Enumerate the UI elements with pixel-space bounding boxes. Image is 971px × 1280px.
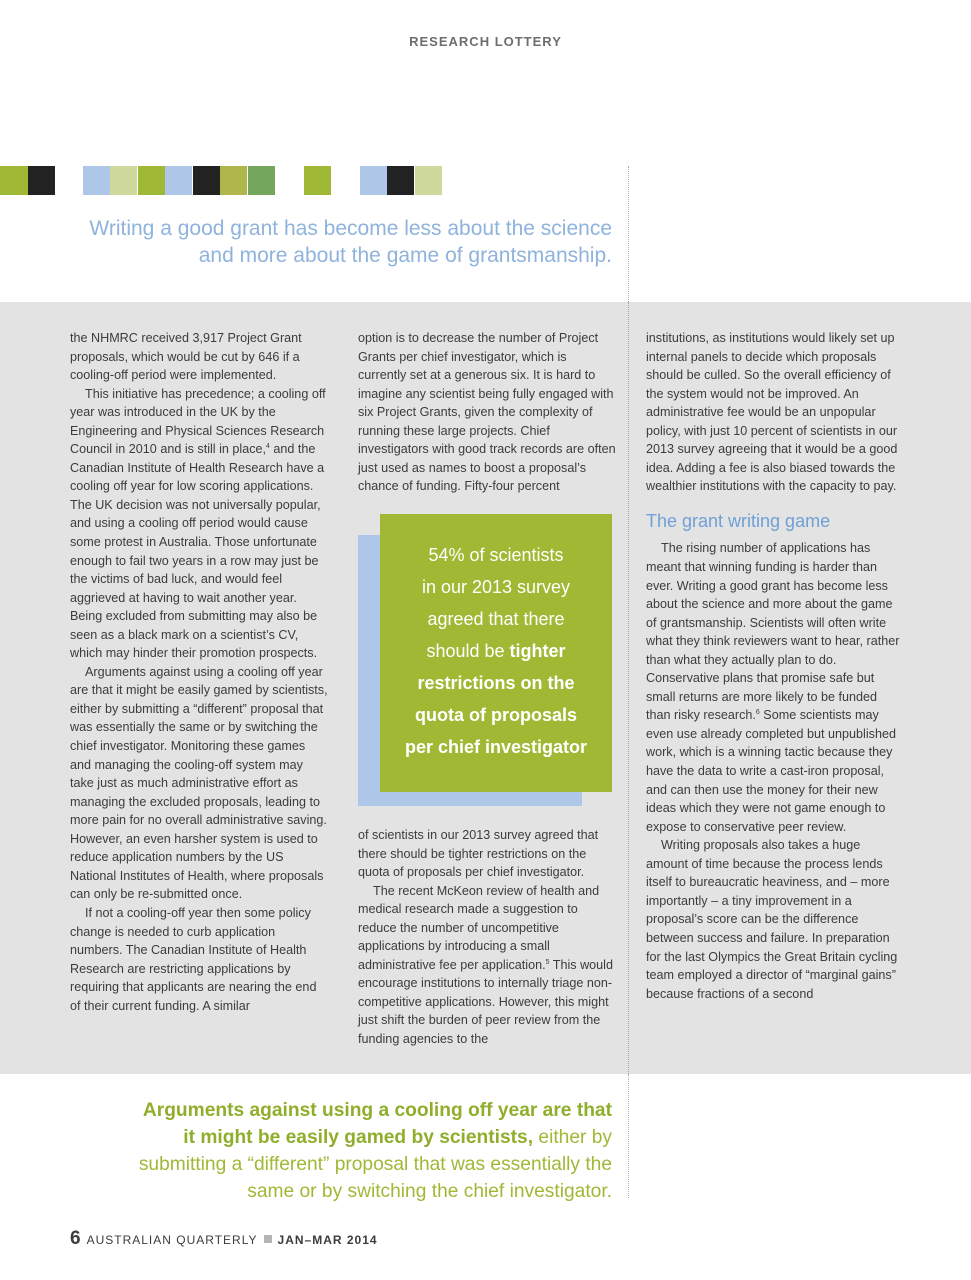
- callout-line: 54% of scientists: [428, 545, 564, 565]
- square-dark: [28, 166, 55, 195]
- square-light-green: [415, 166, 442, 195]
- subheading: The grant writing game: [646, 510, 831, 531]
- paragraph: of scientists in our 2013 survey agreed that there should be tighter restrictions on the quota of proposals per chief investigator.: [358, 828, 599, 880]
- callout-box: [380, 514, 612, 792]
- column-divider: [628, 166, 629, 302]
- pull-quote-top-line: and more about the game of grantsmanship.: [198, 244, 612, 267]
- square-blue: [83, 166, 110, 195]
- square-green: [0, 166, 28, 195]
- separator-square: [264, 1235, 272, 1243]
- callout-line: agreed that there: [427, 609, 565, 629]
- footnote-ref: 6: [755, 709, 760, 717]
- pull-quote-bottom-line: it might be easily gamed by scientists, either by: [183, 1127, 612, 1148]
- paragraph: If not a cooling-off year then some policy change is needed to curb application numbers. The Canadian Institute of Health Research are restricting applications by requiring that applicants are nearing the end of their current funding. A similar: [70, 905, 317, 1013]
- square-light-green: [110, 166, 137, 195]
- callout-line: quota of proposals: [415, 705, 577, 725]
- column-divider: [628, 302, 629, 1074]
- pull-quote-top: [60, 215, 612, 269]
- pull-quote-bottom-line: same or by switching the chief investigator.: [247, 1181, 612, 1202]
- publication-name: AUSTRALIAN QUARTERLY: [86, 1233, 258, 1247]
- paragraph: option is to decrease the number of Project Grants per chief investigator, which is currently set at a generous six. It is hard to imagine any scientist being fully engaged with six Project Grants, given the complexity of running these large projects. Chief investigators with good track records are often just used as names to boost a proposal’s chance of funding. Fifty-four percent: [358, 331, 616, 494]
- paragraph: This initiative has precedence; a cooling off year was introduced in the UK by the Engineering and Physical Sciences Research Council in 2010 and is still in place,$^4$ and the Canadian Institute of Health Research have a cooling off year for low scoring applications. The UK decision was not universally popular, and using a cooling off period would cause some protest in Australia. Those unfortunate enough to fail two years in a row may just be the victims of bad luck, and would feel aggrieved at having to wait another year. Being excluded from submitting may also be seen as a black mark on a scientist’s CV, which may hinder their promotion prospects.: [70, 386, 326, 661]
- callout-line: per chief investigator: [404, 737, 588, 757]
- section-label: RESEARCH LOTTERY: [409, 34, 562, 49]
- issue-date: JAN–MAR 2014: [277, 1233, 378, 1247]
- square-blue: [360, 166, 387, 195]
- body-column-2: [358, 329, 616, 496]
- body-column-2-continued: [358, 826, 616, 1049]
- footnote-ref: 5: [545, 958, 550, 966]
- pull-quote-bottom: [60, 1097, 612, 1205]
- paragraph: institutions, as institutions would likely set up internal panels to decide which proposals should be culled. So the overall efficiency of the system would not be improved. An administrative fee would be an unpopular policy, with just 10 percent of scientists in our 2013 survey agreeing that it would be a good idea. Adding a fee is also biased towards the wealthier institutions with the capacity to pay.: [646, 331, 898, 494]
- body-column-1: [70, 329, 328, 1015]
- paragraph: The recent McKeon review of health and medical research made a suggestion to reduce the number of uncompetitive applications by introducing a small administrative fee per application.$^5$ This would encourage institutions to internally triage non-competitive applications. However, this might just shift the burden of peer review from the funding agencies to the: [358, 883, 613, 1047]
- square-blue: [165, 166, 192, 195]
- square-mid-green: [248, 166, 275, 195]
- paragraph: Arguments against using a cooling off year are that it might be easily gamed by scientists, either by submitting a “different” proposal that was essentially the same or by switching the chief investigator. Monitoring these games and managing the cooling-off system may take just as much administrative effort as managing the excluded proposals, leading to more pain for no overall administrative saving. However, an even harsher system is used to reduce application numbers by the US National Institutes of Health, where proposals can only be re-submitted once.: [70, 664, 328, 902]
- paragraph: the NHMRC received 3,917 Project Grant proposals, which would be cut by 646 if a cooling-off period were implemented.: [70, 331, 302, 383]
- pull-quote-bottom-line: Arguments against using a cooling off year are that: [142, 1100, 612, 1121]
- square-olive: [220, 166, 247, 195]
- page-footer: [70, 1228, 378, 1250]
- callout-line: restrictions on the: [417, 673, 575, 693]
- paragraph: Writing proposals also takes a huge amount of time because the process lends itself to bureaucratic heaviness, and – more importantly – a tiny improvement in a proposal’s score can be the difference between success and failure. In preparation for the last Olympics the Great Britain cycling team employed a director of “marginal gains” because fractions of a second: [646, 838, 898, 1001]
- square-dark: [387, 166, 414, 195]
- square-green: [304, 166, 331, 195]
- page-number: 6: [70, 1228, 81, 1249]
- pull-quote-bottom-line: submitting a “different” proposal that was essentially the: [138, 1154, 612, 1175]
- square-dark: [193, 166, 220, 195]
- pull-quote-top-line: Writing a good grant has become less about the science: [89, 217, 612, 240]
- body-column-3: [646, 329, 902, 1003]
- square-green: [138, 166, 165, 195]
- callout-line: in our 2013 survey: [421, 577, 571, 597]
- column-divider: [628, 1074, 629, 1198]
- paragraph: The rising number of applications has meant that winning funding is harder than ever. Writing a good grant has become less about the science and more about the game of grantsmanship. Scientists will often write what they think reviewers want to hear, rather than what they actually plan to do. Conservative plans that promise safe but small returns are more likely to be funded than risky research.$^6$ Some scientists may even use already completed but unpublished work, which is a winning tactic because they have the data to write a cast-iron proposal, and can then use the money for their new ideas which they were not game enough to expose to conservative peer review.: [646, 541, 900, 834]
- footnote-ref: 4: [266, 443, 270, 451]
- callout-line: should be tighter: [426, 641, 566, 661]
